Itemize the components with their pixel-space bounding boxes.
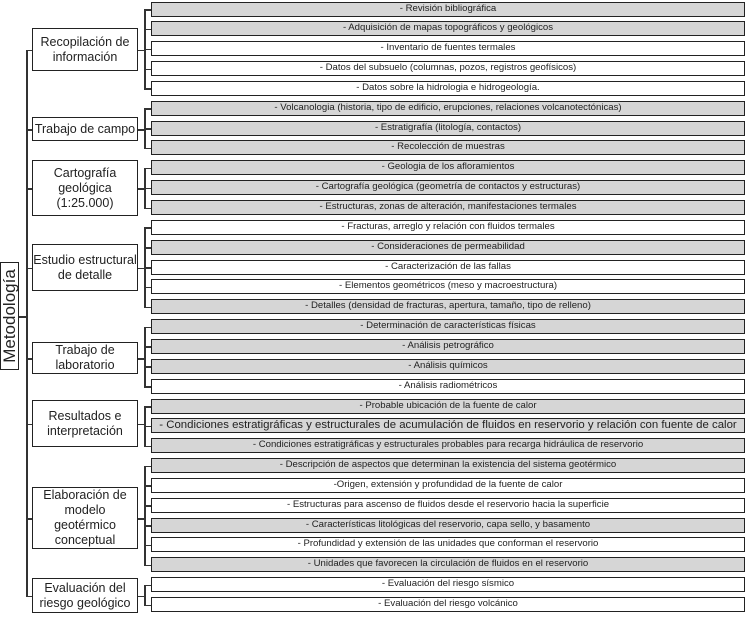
connector-line — [144, 307, 151, 309]
connector-line — [144, 466, 151, 468]
item-box: - Inventario de fuentes termales — [151, 41, 745, 56]
connector-line — [27, 358, 32, 360]
connector-line — [27, 424, 32, 426]
connector-line — [144, 426, 151, 428]
connector-line — [144, 505, 151, 507]
connector-line — [144, 585, 151, 587]
item-box: - Evaluación del riesgo sísmico — [151, 577, 745, 592]
category-box — [32, 117, 138, 141]
item-box: - Fracturas, arreglo y relación con fluidos termales — [151, 220, 745, 235]
connector-line — [144, 605, 151, 607]
item-box: - Descripción de aspectos que determinan la existencia del sistema geotérmico — [151, 458, 745, 473]
category-label: Trabajo de laboratorio — [55, 343, 115, 372]
connector-line — [144, 327, 151, 329]
connector-line — [144, 386, 151, 388]
connector-line — [144, 69, 151, 71]
item-box: - Estratigrafía (litología, contactos) — [151, 121, 745, 136]
connector-line — [144, 545, 151, 547]
connector-line — [27, 129, 32, 131]
item-box: - Datos sobre la hidrologia e hidrogeología. — [151, 81, 745, 96]
item-box: - Unidades que favorecen la circulación de fluidos en el reservorio — [151, 557, 745, 572]
category-box — [32, 578, 138, 613]
item-box: - Geologia de los afloramientos — [151, 160, 745, 175]
category-box — [32, 342, 138, 374]
connector-line — [27, 596, 32, 598]
item-box: - Condiciones estratigráficas y estructurales probables para recarga hidráulica de reservorio — [151, 438, 745, 453]
connector-line — [144, 446, 151, 448]
item-box: - Probable ubicación de la fuente de calor — [151, 399, 745, 414]
item-box: - Características litológicas del reservorio, capa sello, y basamento — [151, 518, 745, 533]
connector-line — [144, 366, 151, 368]
connector-line — [19, 316, 27, 318]
category-label: Resultados e interpretación — [47, 408, 123, 438]
bracket-line — [144, 466, 146, 567]
bracket-line — [144, 585, 146, 606]
connector-line — [144, 287, 151, 289]
category-box — [32, 244, 138, 291]
item-box: - Condiciones estratigráficas y estructurales de acumulación de fluidos en reservorio y relación con fuente de calor — [151, 418, 745, 433]
item-box: - Recolección de muestras — [151, 140, 745, 155]
item-box: - Cartografía geológica (geometría de contactos y estructuras) — [151, 180, 745, 195]
item-box: - Profundidad y extensión de las unidades que conforman el reservorio — [151, 537, 745, 552]
connector-line — [144, 148, 151, 150]
connector-line — [144, 247, 151, 249]
item-box: - Determinación de características físicas — [151, 319, 745, 334]
connector-line — [27, 268, 32, 270]
root-node-metodologia — [0, 262, 19, 370]
item-box: - Datos del subsuelo (columnas, pozos, registros geofísicos) — [151, 61, 745, 76]
connector-line — [144, 168, 151, 170]
connector-line — [27, 50, 32, 52]
root-label: Metodología — [0, 269, 19, 363]
item-box: - Consideraciones de permeabilidad — [151, 240, 745, 255]
item-box: - Análisis químicos — [151, 359, 745, 374]
category-label: Elaboración de modelo geotérmico conceptual — [43, 488, 127, 547]
connector-line — [144, 108, 151, 110]
category-box — [32, 28, 138, 71]
connector-line — [144, 227, 151, 229]
item-box: - Estructuras para ascenso de fluidos desde el reservorio hacia la superficie — [151, 498, 745, 513]
connector-line — [144, 128, 151, 130]
connector-line — [144, 9, 151, 11]
category-label: Cartografía geológica (1:25.000) — [53, 165, 117, 210]
connector-line — [144, 485, 151, 487]
item-box: - Análisis petrográfico — [151, 339, 745, 354]
connector-line — [27, 188, 32, 190]
connector-line — [144, 525, 151, 527]
bracket-line — [144, 327, 146, 388]
connector-line — [144, 188, 151, 190]
category-label: Recopilación de información — [40, 34, 130, 64]
connector-line — [144, 267, 151, 269]
item-box: - Revisión bibliográfica — [151, 2, 745, 17]
connector-line — [144, 406, 151, 408]
item-box: -Origen, extensión y profundidad de la fuente de calor — [151, 478, 745, 493]
item-box: - Elementos geométricos (meso y macroestructura) — [151, 279, 745, 294]
category-label: Estudio estructural de detalle — [33, 252, 137, 282]
category-label: Evaluación del riesgo geológico — [39, 580, 131, 610]
category-box — [32, 487, 138, 549]
item-box: - Detalles (densidad de fracturas, apertura, tamaño, tipo de relleno) — [151, 299, 745, 314]
connector-line — [144, 88, 151, 90]
connector-line — [144, 346, 151, 348]
connector-line — [144, 565, 151, 567]
connector-line — [144, 29, 151, 31]
item-box: - Adquisición de mapas topográficos y geológicos — [151, 21, 745, 36]
item-box: - Caracterización de las fallas — [151, 260, 745, 275]
connector-line — [144, 208, 151, 210]
category-label: Trabajo de campo — [34, 121, 136, 136]
category-box — [32, 400, 138, 447]
item-box: - Estructuras, zonas de alteración, manifestaciones termales — [151, 200, 745, 215]
item-box: - Evaluación del riesgo volcánico — [151, 597, 745, 612]
category-box — [32, 160, 138, 216]
connector-line — [144, 49, 151, 51]
main-trunk-line — [26, 50, 28, 598]
connector-line — [27, 518, 32, 520]
item-box: - Volcanologia (historia, tipo de edificio, erupciones, relaciones volcanotectónicas) — [151, 101, 745, 116]
item-box: - Análisis radiométricos — [151, 379, 745, 394]
